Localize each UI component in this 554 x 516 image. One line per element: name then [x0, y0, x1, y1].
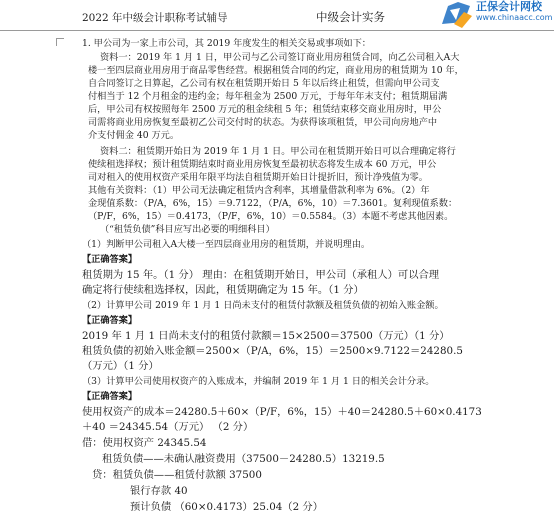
logo-url: www.chinaacc.com	[476, 13, 553, 22]
answer-2-line: （万元）（1 分）	[82, 360, 159, 372]
brand-logo	[440, 0, 554, 30]
answer-2-line: 2019 年 1 月 1 日尚未支付的租赁付款额＝15×2500＝37500（万元）（1 分）	[82, 330, 450, 342]
question-1: （1）判断甲公司租入A大楼一至四层商业用房的租赁期，并说明理由。	[82, 239, 371, 250]
journal-entry-credit: 银行存款 40	[130, 485, 188, 497]
material-two-line: 司对租入的使用权资产采用年限平均法自租赁期开始日计提折旧，预计净残值为零。	[88, 172, 428, 183]
answer-heading: 【正确答案】	[82, 391, 138, 402]
journal-entry-debit: 租赁负债——未确认融资费用（37500－24280.5）13219.5	[102, 453, 385, 465]
header-course-title: 2022 年中级会计职称考试辅导	[82, 12, 228, 24]
margin-corner-mark	[56, 38, 57, 46]
material-one-line: 付相当于 12 个月租金的违约金；每年租金为 2500 万元，于每年年末支付；租赁期届满	[88, 91, 448, 102]
logo-mark-icon	[440, 0, 474, 30]
material-two-line: 使续租选择权；预计租赁期结束时商业用房恢复至最初状态将发生成本 60 万元，甲公	[88, 159, 437, 170]
question-2: （2）计算甲公司 2019 年 1 月 1 日尚未支付的租赁付款额及租赁负债的初始入账金额。	[82, 300, 444, 311]
other-info-line: （“租赁负债”科目应写出必要的明细科目）	[100, 224, 275, 235]
answer-1-line: 租赁期为 15 年。（1 分） 理由：在租赁期开始日，甲公司（承租人）可以合理	[82, 269, 440, 281]
other-info-line: 其他有关资料：（1）甲公司无法确定租赁内含利率，其增量借款利率为 6%。（2）年	[88, 185, 430, 196]
answer-heading: 【正确答案】	[82, 254, 138, 265]
material-one-line: 介支付佣金 40 万元。	[88, 130, 180, 141]
material-two-line: 资料二：租赁期开始日为 2019 年 1 月 1 日。甲公司在租赁期开始日可以合理确定将行	[100, 146, 456, 157]
other-info-line: 金现值系数：（P/A，6%，15）＝9.7122，（P/A，6%，10）＝7.3601。复利现值系数：	[88, 198, 458, 209]
journal-entry-credit: 贷：租赁负债——租赁付款额 37500	[92, 469, 262, 481]
other-info-line: （P/F，6%，15）＝0.4173，（P/F，6%，10）＝0.5584。（3）本题不考虑其他因素。	[88, 211, 454, 222]
answer-3-line: ＋40 ＝24345.54（万元） （2 分）	[82, 421, 254, 433]
answer-1-line: 确定将行使续租选择权，因此，租赁期确定为 15 年。（1 分）	[82, 284, 364, 296]
page-header	[0, 0, 554, 31]
answer-2-line: 租赁负债的初始入账金额＝2500×（P/A，6%，15）＝2500×9.7122＝24280.5	[82, 345, 463, 357]
question-intro: 1. 甲公司为一家上市公司，其 2019 年度发生的相关交易或事项如下：	[82, 38, 371, 49]
material-one-line: 自合同签订之日算起，乙公司有权在租赁期开始日 5 年以后终止租赁，但需向甲公司支	[88, 78, 440, 89]
logo-title: 正保会计网校	[476, 0, 542, 13]
material-one-line: 后，甲公司有权按照每年 2500 万元的租金续租 5 年；租赁结束移交商业用房时，甲公	[88, 104, 442, 115]
answer-heading: 【正确答案】	[82, 315, 138, 326]
margin-corner-mark-h	[56, 38, 64, 39]
question-3: （3）计算甲公司使用权资产的入账成本，并编制 2019 年 1 月 1 日的相关会计分录。	[82, 376, 435, 387]
answer-3-line: 使用权资产的成本＝24280.5＋60×（P/F，6%，15）＋40＝24280.5＋60×0.4173	[82, 406, 482, 418]
journal-entry-debit: 借：使用权资产 24345.54	[82, 437, 207, 449]
material-one-line: 楼一至四层商业用房用于商品零售经营。根据租赁合同的约定，商业用房的租赁期为 10 年，	[88, 65, 464, 76]
journal-entry-credit: 预计负债 （60×0.4173）25.04（2 分）	[130, 501, 324, 513]
material-one-line: 司需将商业用房恢复至最初乙公司交付时的状态。为获得该项租赁，甲公司向房地产中	[88, 117, 438, 128]
header-subject: 中级会计实务	[316, 10, 385, 24]
material-one-line: 资料一：2019 年 1 月 1 日，甲公司与乙公司签订商业用房租赁合同，向乙公司租入A大	[100, 52, 460, 63]
